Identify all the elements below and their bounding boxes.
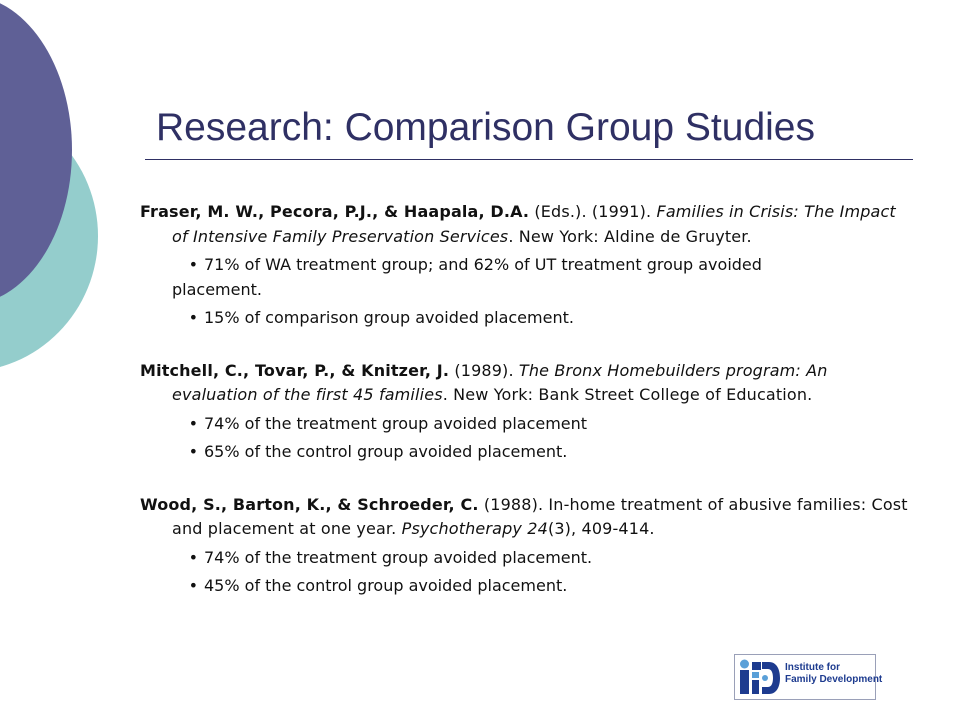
- finding-text: 45% of the control group avoided placement.: [204, 576, 568, 595]
- citation-post: (3), 409-414.: [547, 519, 655, 538]
- bullet-icon: •: [188, 255, 198, 274]
- finding-text: 74% of the treatment group avoided placement: [204, 413, 588, 433]
- finding-item: [140, 253, 910, 302]
- finding-item: [140, 546, 910, 571]
- citation-pre: (1989).: [449, 360, 519, 380]
- findings-list: [140, 412, 910, 465]
- bullet-icon: •: [188, 413, 198, 433]
- citation-pre: (Eds.). (1991).: [529, 202, 657, 221]
- logo-text: [785, 662, 882, 686]
- citation-pre: (1988). In-home treatment of abusive families: Cost and placement at one year.: [172, 494, 908, 538]
- bullet-icon: •: [188, 576, 198, 595]
- finding-item: [140, 412, 910, 437]
- citation: [140, 493, 910, 542]
- finding-text: 71% of WA treatment group; and 62% of UT treatment group avoided placement.: [172, 255, 874, 299]
- citation-authors: Fraser, M. W., Pecora, P.J., & Haapala, D.A.: [140, 202, 530, 221]
- ifd-logo-icon: [739, 658, 781, 696]
- logo-line-2: Family Development: [785, 674, 883, 685]
- citation: [140, 359, 910, 408]
- bullet-icon: •: [188, 308, 198, 327]
- bullet-icon: •: [188, 442, 198, 461]
- reference-list: [140, 200, 910, 603]
- bullet-icon: •: [188, 547, 198, 567]
- finding-item: [140, 440, 910, 465]
- finding-text: 74% of the treatment group avoided placement.: [204, 547, 593, 567]
- citation: [140, 200, 910, 249]
- citation-authors: Mitchell, C., Tovar, P., & Knitzer, J.: [140, 360, 450, 380]
- title-underline: [145, 159, 913, 160]
- finding-text: 15% of comparison group avoided placement.: [204, 308, 574, 327]
- finding-text: 65% of the control group avoided placement.: [204, 442, 568, 461]
- citation-title: Families in Crisis: The Impact of Intensive Family Preservation Services: [172, 202, 896, 246]
- citation-post: . New York: Bank Street College of Education.: [442, 385, 813, 404]
- findings-list: [140, 546, 910, 599]
- citation-title: Psychotherapy 24: [401, 519, 548, 538]
- reference-block: [140, 359, 910, 465]
- citation-authors: Wood, S., Barton, K., & Schroeder, C.: [140, 494, 479, 514]
- findings-list: [140, 253, 910, 331]
- ifd-logo: [734, 654, 883, 700]
- slide-title: Research: Comparison Group Studies: [156, 106, 815, 149]
- finding-item: [140, 574, 910, 599]
- logo-line-1: Institute for: [785, 662, 840, 673]
- finding-item: [140, 306, 910, 331]
- reference-block: [140, 200, 910, 331]
- reference-block: [140, 493, 910, 599]
- citation-post: . New York: Aldine de Gruyter.: [508, 226, 752, 246]
- citation-title: The Bronx Homebuilders program: An evaluation of the first 45 families: [172, 360, 828, 404]
